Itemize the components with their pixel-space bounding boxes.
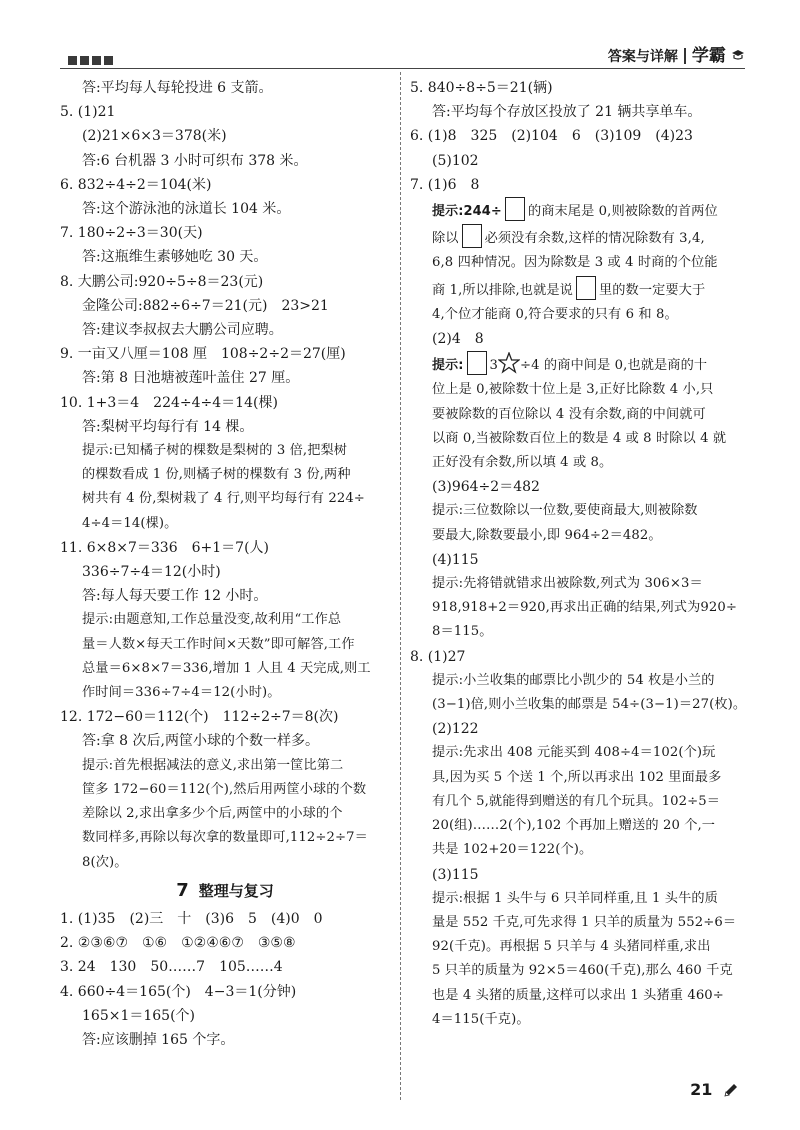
graduation-cap-icon (731, 49, 745, 61)
page-footer (690, 1080, 740, 1099)
page-header (608, 41, 745, 66)
answer-line: 答:平均每个存放区投放了 21 辆共享单车。 (432, 104, 702, 121)
hint-line (410, 224, 745, 251)
brand-logo: 学霸 (691, 46, 726, 66)
answer-line: (3)115 (432, 866, 479, 883)
hint-line: 提示:小兰收集的邮票比小凯少的 54 枚是小兰的 (432, 672, 715, 688)
hint-line: 筐多 172−60＝112(个),然后用两筐小球的个数 (82, 781, 367, 797)
answer-line: (3)964÷2＝482 (432, 479, 540, 496)
hint-line: 树共有 4 份,梨树栽了 4 行,则平均每行有 224÷ (82, 491, 365, 507)
hint-line: 有几个 5,就能得到赠送的有几个玩具。102÷5＝ (432, 793, 721, 809)
answer-line: 答:梨树平均每行有 14 棵。 (82, 418, 254, 435)
blank-box (467, 351, 487, 375)
hint-line: 数同样多,再除以每次拿的数量即可,112÷2÷7＝ (82, 830, 368, 846)
hint-line: 提示:根据 1 头牛与 6 只羊同样重,且 1 头牛的质 (432, 890, 718, 906)
left-answers (60, 76, 390, 875)
answer-line: 3. 24 130 50……7 105……4 (60, 959, 283, 976)
header-rule (60, 68, 745, 69)
answer-line: (4)115 (432, 551, 479, 568)
answer-line: 5. (1)21 (60, 104, 116, 121)
hint-line: 要被除数的百位除以 4 没有余数,商的中间就可 (432, 406, 706, 422)
hint-line: 4＝115(千克)。 (432, 1011, 530, 1027)
answer-line: 9. 一亩又八厘＝108 厘 108÷2÷2＝27(厘) (60, 346, 346, 363)
hint-line: 5 只羊的质量为 92×5＝460(千克),那么 460 千克 (432, 963, 733, 979)
answer-line: 8. (1)27 (410, 648, 466, 665)
blank-box (576, 276, 596, 300)
hint-line: 918,918+2＝920,再求出正确的结果,列式为920÷ (432, 600, 737, 616)
right-column (410, 76, 745, 1032)
answer-line: 答:这个游泳池的泳道长 104 米。 (82, 201, 291, 218)
hint-line: 提示:先求出 408 元能买到 408÷4＝102(个)玩 (432, 745, 716, 761)
hint-line: 4,个位才能商 0,符合要求的只有 6 和 8。 (432, 306, 678, 322)
hint-line: 92(千克)。再根据 5 只羊与 4 头猪同样重,求出 (432, 939, 711, 955)
hint-line: 作时间＝336÷7÷4＝12(小时)。 (82, 685, 281, 701)
answer-line: 答:这瓶维生素够她吃 30 天。 (82, 249, 268, 266)
right-answers-top (410, 76, 745, 197)
hint-line (410, 276, 745, 303)
answer-line: 7. 180÷2÷3＝30(天) (60, 225, 203, 242)
answer-line: 答:平均每人每轮投进 6 支箭。 (82, 80, 273, 96)
hint-line: 提示:三位数除以一位数,要使商最大,则被除数 (432, 503, 698, 519)
answer-line: (2)122 (432, 721, 479, 738)
answer-line: (2)4 8 (432, 331, 484, 348)
pencil-icon (722, 1081, 740, 1099)
hint-text: 的商末尾是 0,则被除数的首两位 (527, 204, 718, 220)
answer-line: (5)102 (432, 152, 479, 169)
hint-line: (3−1)倍,则小兰收集的邮票是 54÷(3−1)＝27(枚)。 (432, 697, 747, 713)
review-answers (60, 907, 390, 1052)
hint-line: 提示:由题意知,工作总量没变,故利用“工作总 (82, 612, 342, 628)
hint-text: 提示: (432, 358, 464, 374)
header-title: 答案与详解 (607, 49, 678, 65)
answer-line: 10. 1+3＝4 224÷4÷4＝14(棵) (60, 394, 278, 411)
corner-marks (68, 50, 116, 69)
answer-line: 165×1＝165(个) (82, 1007, 196, 1024)
hint-line: 要最大,除数要最小,即 964÷2＝482。 (432, 527, 662, 543)
hint-line: 位上是 0,被除数十位上是 3,正好比除数 4 小,只 (432, 382, 714, 398)
page-number: 21 (690, 1080, 713, 1099)
hint-text: ÷4 的商中间是 0,也就是商的十 (520, 358, 708, 374)
hint-line: 6,8 四种情况。因为除数是 3 或 4 时商的个位能 (432, 255, 718, 271)
header-separator (684, 48, 686, 64)
hint-text: 里的数一定要大于 (598, 282, 706, 298)
answer-line: 11. 6×8×7＝336 6+1＝7(人) (60, 539, 269, 556)
answer-line: 金隆公司:882÷6÷7＝21(元) 23>21 (82, 297, 329, 314)
section-heading (60, 879, 390, 903)
answer-line: 1. (1)35 (2)三 十 (3)6 5 (4)0 0 (60, 910, 323, 927)
right-answers-bottom (410, 475, 745, 1032)
hint-line: 8＝115。 (432, 624, 493, 640)
hint-line (410, 197, 745, 224)
star-icon (498, 352, 520, 374)
hint-line: 具,因为买 5 个送 1 个,所以再求出 102 里面最多 (432, 769, 722, 785)
blank-box (462, 224, 482, 248)
hint-line: 提示:首先根据减法的意义,求出第一筐比第二 (82, 757, 344, 773)
answer-line: 答:拿 8 次后,两筐小球的个数一样多。 (82, 733, 319, 750)
answer-line: 答:建议李叔叔去大鹏公司应聘。 (82, 322, 283, 339)
answer-line: 6. 832÷4÷2＝104(米) (60, 176, 212, 193)
hint-line (410, 351, 745, 378)
answer-line: 12. 172−60＝112(个) 112÷2÷7＝8(次) (60, 709, 339, 726)
hint-line: 4÷4＝14(棵)。 (82, 515, 178, 531)
hint-text: 3 (489, 358, 498, 374)
answer-line: 答:6 台机器 3 小时可织布 378 米。 (82, 152, 308, 169)
answer-line: 7. (1)6 8 (410, 176, 480, 193)
hint-line: 量是 552 千克,可先求得 1 只羊的质量为 552÷6＝ (432, 914, 737, 930)
answer-line: 6. (1)8 325 (2)104 6 (3)109 (4)23 (410, 128, 693, 145)
answer-line: 答:第 8 日池塘被莲叶盖住 27 厘。 (82, 370, 300, 387)
hint-text: 商 1,所以排除,也就是说 (432, 282, 573, 298)
hint-line: 共是 102+20＝122(个)。 (432, 842, 593, 858)
section-title: 整理与复习 (198, 881, 274, 900)
answer-line: 2. ②③⑥⑦ ①⑥ ①②④⑥⑦ ③⑤⑧ (60, 935, 296, 952)
answer-line: 4. 660÷4＝165(个) 4−3＝1(分钟) (60, 983, 297, 1000)
hint-text: 除以 (432, 231, 459, 247)
hint-line: 提示:先将错就错求出被除数,列式为 306×3＝ (432, 576, 703, 592)
left-column (60, 76, 390, 1052)
answer-line: 336÷7÷4＝12(小时) (82, 564, 221, 581)
hint-line: 8(次)。 (82, 854, 128, 870)
hint-line: 也是 4 头猪的质量,这样可以求出 1 头猪重 460÷ (432, 987, 724, 1003)
hint-line: 差除以 2,求出拿多少个后,两筐中的小球的个 (82, 806, 343, 822)
hint-line: 以商 0,当被除数百位上的数是 4 或 8 时除以 4 就 (432, 430, 727, 446)
blank-box (505, 197, 525, 221)
answer-line: (2)21×6×3＝378(米) (82, 128, 227, 145)
answer-line: 答:每人每天要工作 12 小时。 (82, 588, 268, 605)
hint-line: 提示:已知橘子树的棵数是梨树的 3 倍,把梨树 (82, 443, 348, 459)
answer-line: 答:应该删掉 165 个字。 (82, 1031, 235, 1048)
hint-line: 20(组)……2(个),102 个再加上赠送的 20 个,一 (432, 818, 716, 834)
answer-line: 8. 大鹏公司:920÷5÷8＝23(元) (60, 273, 264, 290)
hint-line: 的棵数看成 1 份,则橘子树的棵数有 3 份,两种 (82, 467, 351, 483)
hint-line: 正好没有余数,所以填 4 或 8。 (432, 455, 613, 471)
answer-line: 5. 840÷8÷5＝21(辆) (410, 80, 553, 96)
hint-line: 量＝人数×每天工作时间×天数”即可解答,工作 (82, 636, 355, 652)
hint-text: 提示:244÷ (432, 204, 502, 220)
column-divider (400, 72, 401, 1100)
section-number: 7 (176, 879, 189, 901)
hint-line: 总量＝6×8×7＝336,增加 1 人且 4 天完成,则工 (82, 660, 371, 676)
hint-text: 必须没有余数,这样的情况除数有 3,4, (484, 231, 705, 247)
